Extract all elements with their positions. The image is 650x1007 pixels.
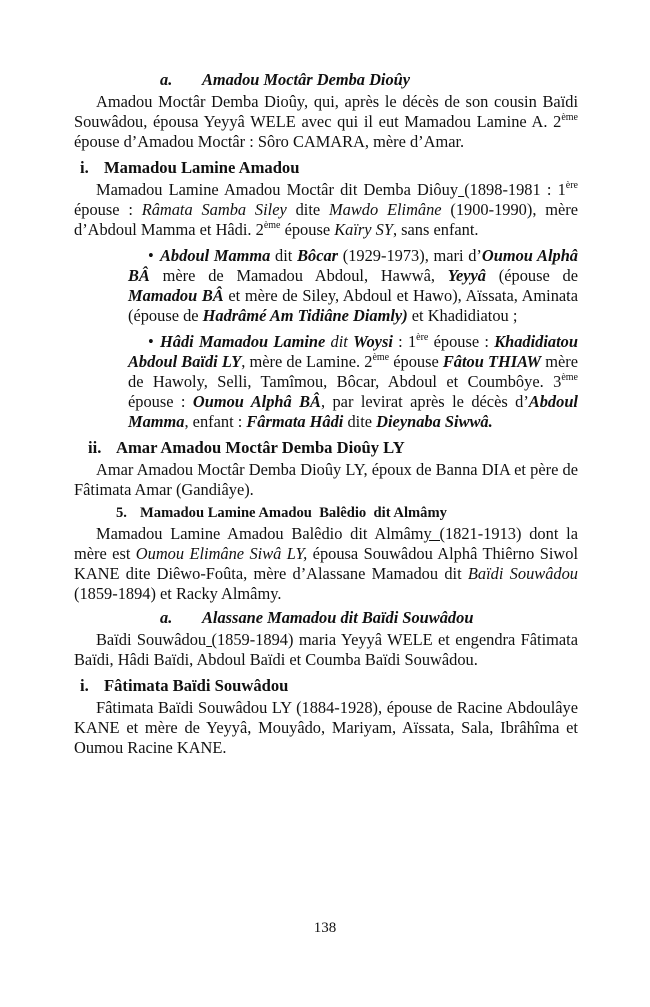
paragraph-fatimata: Fâtimata Baïdi Souwâdou LY (1884-1928), épouse de Racine Abdoulâye KANE et mère de Yeyyâ, Mouyâdo, Mariyam, Aïssata, Sala, Ibrâhîma et Oumou Racine KANE. xyxy=(74,698,578,757)
section-heading-mamadou-lamine-almamy: 5. Mamadou Lamine Amadou Balêdio dit Almâmy xyxy=(116,505,447,521)
section-heading-mamadou-lamine: i. Mamadou Lamine Amadou xyxy=(80,158,300,177)
section-heading-amar: ii. Amar Amadou Moctâr Demba Dioûy LY xyxy=(88,438,405,457)
section-heading-alassane xyxy=(160,606,578,630)
heading-label: a. xyxy=(160,608,173,627)
section-heading-amadou xyxy=(160,68,578,92)
paragraph-mamadou-lamine: Mamadou Lamine Amadou Moctâr dit Demba Diôuy (1898-1981 : 1ère épouse : Râmata Samba Siley dite Mawdo Elimâne (1900-1990), mère d’Abdoul Mamma et Hâdi. 2ème épouse Kaïry SY, sans enfant. xyxy=(74,180,578,239)
paragraph-almamy: Mamadou Lamine Amadou Balêdio dit Almâmy (1821-1913) dont la mère est Oumou Elimâne Siwâ LY, épousa Souwâdou Alphâ Thiêrno Siwol KANE dite Diêwo-Foûta, mère d’Alassane Mamadou dit Baïdi Souwâdou (1859-1894) et Racky Almâmy. xyxy=(74,524,579,603)
section-heading-fatimata: i. Fâtimata Baïdi Souwâdou xyxy=(80,676,289,695)
page-number: 138 xyxy=(313,920,337,936)
heading-text: Amadou Moctâr Demba Dioûy xyxy=(202,70,411,89)
heading-text: Alassane Mamadou dit Baïdi Souwâdou xyxy=(202,608,474,627)
heading-label: a. xyxy=(160,70,173,89)
paragraph-amadou: Amadou Moctâr Demba Dioûy, qui, après le décès de son cousin Baïdi Souwâdou, épousa Yeyyâ WELE avec qui il eut Mamadou Lamine A. 2ème épouse d’Amadou Moctâr : Sôro CAMARA, mère d’Amar. xyxy=(74,92,578,151)
page-body xyxy=(74,68,578,758)
bullet-icon: • xyxy=(148,246,154,265)
paragraph-amar: Amar Amadou Moctâr Demba Dioûy LY, époux de Banna DIA et père de Fâtimata Amar (Gandiâye). xyxy=(74,460,578,499)
paragraph-baidi: Baïdi Souwâdou (1859-1894) maria Yeyyâ WELE et engendra Fâtimata Baïdi, Hâdi Baïdi, Abdoul Baïdi et Coumba Baïdi Souwâdou. xyxy=(74,630,579,669)
bullet-icon: • xyxy=(148,332,154,351)
list-item-hadi-mamadou: • Hâdi Mamadou Lamine dit Woysi : 1ère épouse : Khadidiatou Abdoul Baïdi LY, mère de Lamine. 2ème épouse Fâtou THIAW mère de Hawoly, Selli, Tamîmou, Bôcar, Abdoul et Coumbôye. 3ème épouse : Oumou Alphâ BÂ, par levirat après le décès d’Abdoul Mamma, enfant : Fârmata Hâdi dite Dieynaba Siwwâ. xyxy=(128,332,579,431)
list-item-abdoul-mamma: • Abdoul Mamma dit Bôcar (1929-1973), mari d’Oumou Alphâ BÂ mère de Mamadou Abdoul, Hawwâ, Yeyyâ (épouse de Mamadou BÂ et mère de Siley, Abdoul et Hawo), Aïssata, Aminata (épouse de Hadrâmé Am Tidiâne Diamly) et Khadidiatou ; xyxy=(128,246,579,325)
